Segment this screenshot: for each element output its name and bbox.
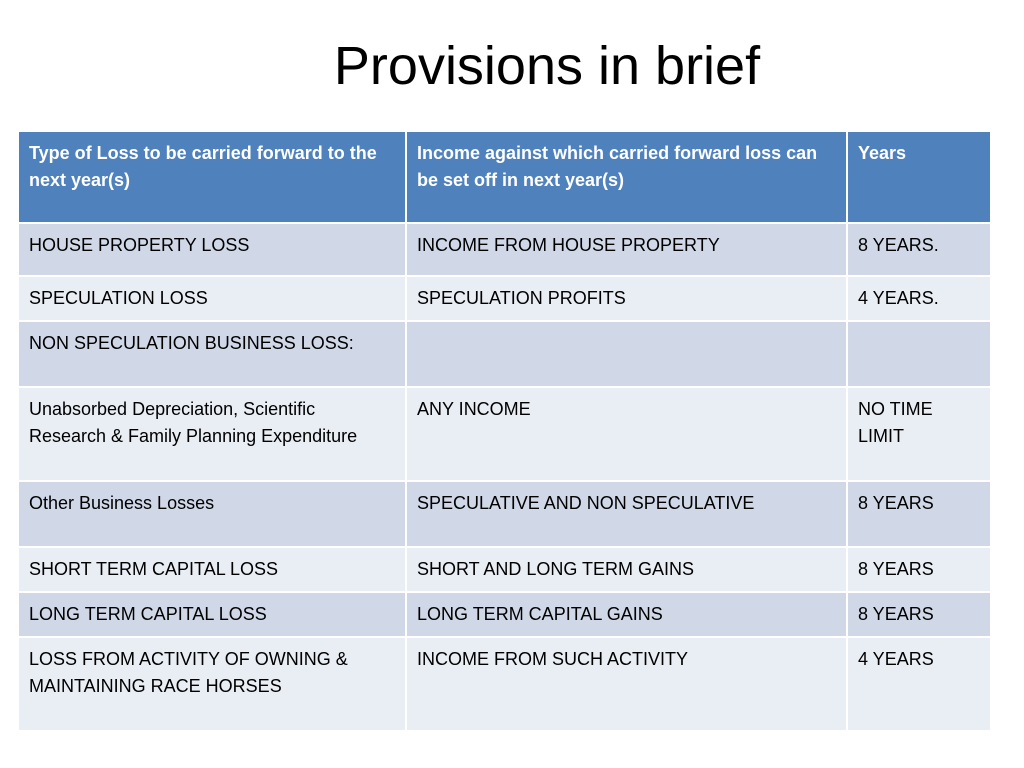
cell-loss-type: SHORT TERM CAPITAL LOSS	[18, 547, 406, 592]
provisions-table	[17, 130, 992, 732]
cell-loss-type: HOUSE PROPERTY LOSS	[18, 223, 406, 276]
cell-loss-type: NON SPECULATION BUSINESS LOSS:	[18, 321, 406, 387]
header-income-setoff: Income against which carried forward loss can be set off in next year(s)	[406, 131, 847, 223]
cell-years: 8 YEARS	[847, 547, 991, 592]
cell-income: SHORT AND LONG TERM GAINS	[406, 547, 847, 592]
cell-income: SPECULATIVE AND NON SPECULATIVE	[406, 481, 847, 547]
cell-income	[406, 321, 847, 387]
table-row	[18, 547, 991, 592]
cell-years: 8 YEARS	[847, 592, 991, 637]
cell-income: SPECULATION PROFITS	[406, 276, 847, 321]
table-row	[18, 321, 991, 387]
table-row	[18, 637, 991, 731]
cell-years: 4 YEARS	[847, 637, 991, 731]
cell-years: 8 YEARS	[847, 481, 991, 547]
cell-years: 4 YEARS.	[847, 276, 991, 321]
cell-income: INCOME FROM SUCH ACTIVITY	[406, 637, 847, 731]
cell-loss-type: LOSS FROM ACTIVITY OF OWNING & MAINTAINING RACE HORSES	[18, 637, 406, 731]
cell-loss-type: Other Business Losses	[18, 481, 406, 547]
cell-income: INCOME FROM HOUSE PROPERTY	[406, 223, 847, 276]
cell-income: ANY INCOME	[406, 387, 847, 481]
cell-years: 8 YEARS.	[847, 223, 991, 276]
header-years: Years	[847, 131, 991, 223]
cell-loss-type: LONG TERM CAPITAL LOSS	[18, 592, 406, 637]
cell-years	[847, 321, 991, 387]
table-row	[18, 276, 991, 321]
table-row	[18, 223, 991, 276]
table-row	[18, 387, 991, 481]
table-row	[18, 592, 991, 637]
slide-title: Provisions in brief	[333, 36, 761, 96]
cell-years: NO TIME LIMIT	[847, 387, 991, 481]
table-header-row	[18, 131, 991, 223]
header-loss-type: Type of Loss to be carried forward to the next year(s)	[18, 131, 406, 223]
cell-loss-type: SPECULATION LOSS	[18, 276, 406, 321]
cell-loss-type: Unabsorbed Depreciation, Scientific Research & Family Planning Expenditure	[18, 387, 406, 481]
cell-income: LONG TERM CAPITAL GAINS	[406, 592, 847, 637]
table-row	[18, 481, 991, 547]
